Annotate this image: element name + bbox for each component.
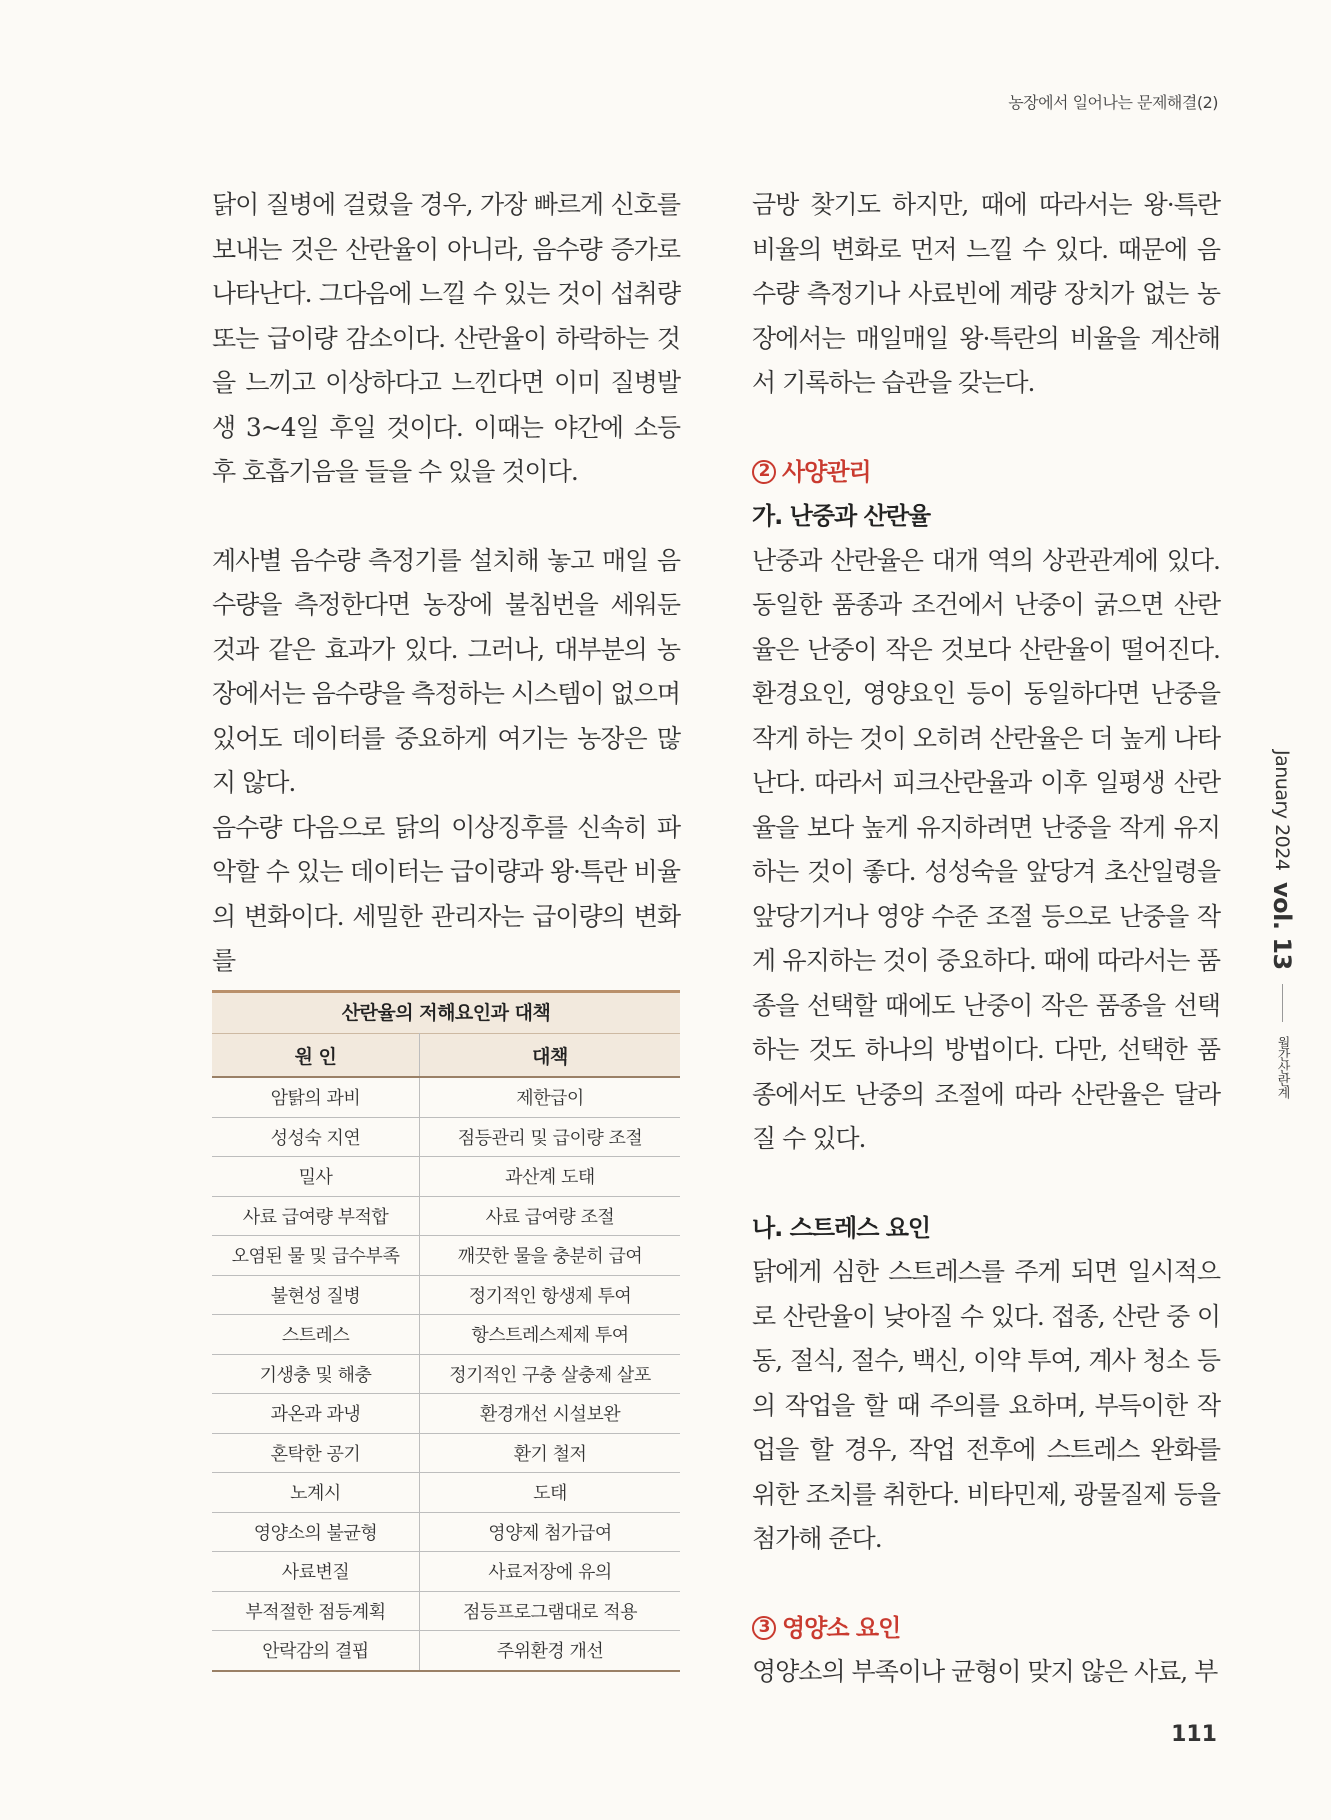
remedy-cell: 정기적인 구충 살충제 살포 — [420, 1354, 681, 1394]
table-row — [212, 1236, 680, 1276]
table-row — [212, 1157, 680, 1197]
cause-cell: 불현성 질병 — [212, 1275, 420, 1315]
table-row — [212, 1315, 680, 1355]
subsection-heading: 가. 난중과 산란율 — [752, 502, 931, 530]
cause-cell: 부적절한 점등계획 — [212, 1591, 420, 1631]
cause-cell: 사료 급여량 부적합 — [212, 1196, 420, 1236]
section-number-badge: 2 — [752, 460, 776, 484]
body-paragraph: 금방 찾기도 하지만, 때에 따라서는 왕·특란 비율의 변화로 먼저 느낄 수 있다. 때문에 음수량 측정기나 사료빈에 계량 장치가 없는 농장에서는 매일매일 왕·특란의 비율을 계산해서 기록하는 습관을 갖는다. — [752, 190, 1220, 397]
body-paragraph: 닭에게 심한 스트레스를 주게 되면 일시적으로 산란율이 낮아질 수 있다. 접종, 산란 중 이동, 절식, 절수, 백신, 이약 투여, 계사 청소 등의 작업을 할 때 주의를 요하며, 부득이한 작업을 할 경우, 작업 전후에 스트레스 완화를 위한 조치를 취한다. 비타민제, 광물질제 등을 첨가해 준다. — [752, 1257, 1220, 1553]
column-header-remedy: 대책 — [420, 1034, 681, 1078]
divider — [1282, 984, 1283, 1022]
left-column — [212, 183, 680, 984]
table-row — [212, 1473, 680, 1513]
table-row — [212, 1117, 680, 1157]
magazine-name: 월간산란계 — [1274, 1036, 1290, 1099]
cause-cell: 과온과 과냉 — [212, 1394, 420, 1434]
section-number-badge: 3 — [752, 1616, 776, 1640]
remedy-cell: 점등프로그램대로 적용 — [420, 1591, 681, 1631]
body-paragraph: 계사별 음수량 측정기를 설치해 놓고 매일 음수량을 측정한다면 농장에 불침번을 세워둔 것과 같은 효과가 있다. 그러나, 대부분의 농장에서는 음수량을 측정하는 시스템이 없으며 있어도 데이터를 중요하게 여기는 농장은 많지 않다. — [212, 545, 680, 797]
remedy-cell: 환경개선 시설보완 — [420, 1394, 681, 1434]
section-heading — [752, 1606, 1220, 1651]
table-row — [212, 1275, 680, 1315]
cause-cell: 성성숙 지연 — [212, 1117, 420, 1157]
remedy-cell: 정기적인 항생제 투여 — [420, 1275, 681, 1315]
cause-cell: 안락감의 결핍 — [212, 1631, 420, 1671]
right-column — [752, 183, 1220, 1695]
table-row — [212, 1354, 680, 1394]
remedy-cell: 환기 철저 — [420, 1433, 681, 1473]
remedy-cell: 항스트레스제제 투여 — [420, 1315, 681, 1355]
table-row — [212, 1433, 680, 1473]
issue-date: January 2024 — [1271, 750, 1293, 871]
remedy-cell: 과산계 도태 — [420, 1157, 681, 1197]
section-title: 사양관리 — [782, 457, 871, 486]
cause-cell: 혼탁한 공기 — [212, 1433, 420, 1473]
table-row — [212, 1196, 680, 1236]
causes-table — [212, 990, 680, 1672]
table-row — [212, 1394, 680, 1434]
table-row — [212, 1552, 680, 1592]
page-number: 111 — [1171, 1722, 1217, 1747]
remedy-cell: 사료저장에 유의 — [420, 1552, 681, 1592]
remedy-cell: 영양제 첨가급여 — [420, 1512, 681, 1552]
remedy-cell: 주위환경 개선 — [420, 1631, 681, 1671]
cause-cell: 밀사 — [212, 1157, 420, 1197]
body-paragraph: 영양소의 부족이나 균형이 맞지 않은 사료, 부 — [752, 1657, 1218, 1686]
remedy-cell: 깨끗한 물을 충분히 급여 — [420, 1236, 681, 1276]
table-row — [212, 1631, 680, 1671]
remedy-cell: 점등관리 및 급이량 조절 — [420, 1117, 681, 1157]
table-row — [212, 1077, 680, 1117]
table-title: 산란율의 저해요인과 대책 — [212, 990, 680, 1033]
body-paragraph: 음수량 다음으로 닭의 이상징후를 신속히 파악할 수 있는 데이터는 급이량과 왕·특란 비율의 변화이다. 세밀한 관리자는 급이량의 변화를 — [212, 812, 680, 975]
section-title: 영양소 요인 — [782, 1613, 901, 1642]
column-header-cause: 원 인 — [212, 1034, 420, 1078]
issue-volume: vol. 13 — [1268, 882, 1296, 971]
cause-cell: 스트레스 — [212, 1315, 420, 1355]
side-tab — [1268, 750, 1296, 1099]
body-paragraph: 닭이 질병에 걸렸을 경우, 가장 빠르게 신호를 보내는 것은 산란율이 아니라, 음수량 증가로 나타난다. 그다음에 느낄 수 있는 것이 섭취량 또는 급이량 감소이다. 산란율이 하락하는 것을 느끼고 이상하다고 느낀다면 이미 질병발생 3~4일 후일 것이다. 이때는 야간에 소등 후 호흡기음을 들을 수 있을 것이다. — [212, 190, 680, 486]
remedy-cell: 도태 — [420, 1473, 681, 1513]
cause-cell: 오염된 물 및 급수부족 — [212, 1236, 420, 1276]
cause-cell: 암탉의 과비 — [212, 1077, 420, 1117]
table-row — [212, 1512, 680, 1552]
cause-cell: 노계시 — [212, 1473, 420, 1513]
body-paragraph: 난중과 산란율은 대개 역의 상관관계에 있다. 동일한 품종과 조건에서 난중이 굵으면 산란율은 난중이 작은 것보다 산란율이 떨어진다. 환경요인, 영양요인 등이 동일하다면 난중을 작게 하는 것이 오히려 산란율은 더 높게 나타난다. 따라서 피크산란율과 이후 일평생 산란율을 보다 높게 유지하려면 난중을 작게 유지하는 것이 좋다. 성성숙을 앞당겨 초산일령을 앞당기거나 영양 수준 조절 등으로 난중을 작게 유지하는 것이 중요하다. 때에 따라서는 품종을 선택할 때에도 난중이 작은 품종을 선택하는 것도 하나의 방법이다. 다만, 선택한 품종에서도 난중의 조절에 따라 산란율은 달라질 수 있다. — [752, 545, 1220, 1153]
section-heading — [752, 450, 1220, 495]
running-header: 농장에서 일어나는 문제해결(2) — [1008, 93, 1218, 112]
cause-cell: 영양소의 불균형 — [212, 1512, 420, 1552]
cause-cell: 사료변질 — [212, 1552, 420, 1592]
subsection-heading: 나. 스트레스 요인 — [752, 1213, 931, 1242]
cause-cell: 기생충 및 해충 — [212, 1354, 420, 1394]
table-row — [212, 1591, 680, 1631]
remedy-cell: 제한급이 — [420, 1077, 681, 1117]
remedy-cell: 사료 급여량 조절 — [420, 1196, 681, 1236]
